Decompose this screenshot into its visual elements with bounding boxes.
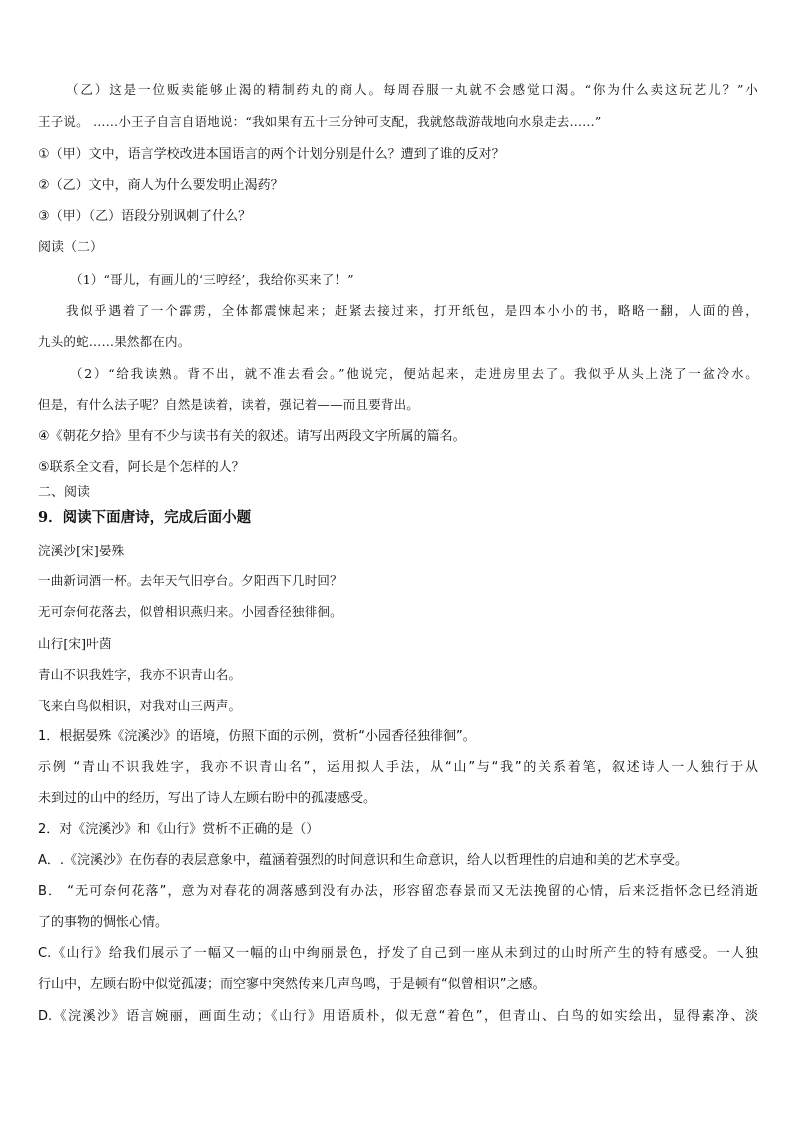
option-a: A．.《浣溪沙》在伤春的表层意象中，蕴涵着强烈的时间意识和生命意识，给人以哲理性的启迪和美的艺术享受。	[38, 853, 689, 868]
text-line-yi-2: 王子说。 ……小王子自言自语地说：“我如果有五十三分钟可支配，我就悠哉游哉地向水泉走去……”	[38, 114, 602, 129]
poem-2-line-1: 青山不识我姓字，我亦不识青山名。	[38, 667, 242, 682]
option-d-line-1: D.《浣溪沙》语言婉丽，画面生动；《山行》用语质朴，似无意“着色”，但青山、白鸟的如实绘出，显得素净、淡	[38, 1009, 758, 1024]
question-3: ③（甲）（乙）语段分别讽刺了什么？	[38, 209, 252, 224]
question-9-heading: 9．阅读下面唐诗，完成后面小题	[38, 509, 252, 526]
section-reading-2: 阅读（二）	[38, 240, 104, 255]
option-b-line-1: B． “无可奈何花落”，意为对春花的凋落感到没有办法，形容留恋春景而又无法挽留的心情，后来泛指怀念已经消逝	[38, 884, 758, 899]
section-heading-reading: 二、阅读	[38, 485, 91, 500]
question-2: ②（乙）文中，商人为什么要发明止渴药？	[38, 178, 284, 193]
passage-1-line-2: 我似乎遇着了一个霹雳，全体都震悚起来；赶紧去接过来，打开纸包，是四本小小的书，略略一翻，人面的兽，	[66, 303, 758, 318]
text-line-yi-1: （乙）这是一位贩卖能够止渴的精制药丸的商人。每周吞服一丸就不会感觉口渴。“你为什么卖这玩艺儿？”小	[66, 82, 758, 97]
passage-1-line-3: 九头的蛇……果然都在内。	[38, 334, 191, 349]
sub-question-2: 2．对《浣溪沙》和《山行》赏析不正确的是（）	[38, 822, 320, 837]
sub-question-1: 1．根据晏殊《浣溪沙》的语境，仿照下面的示例，赏析“小园香径独徘徊”。	[38, 729, 476, 744]
passage-2-line-1: （2）“给我读熟。背不出，就不准去看会。”他说完，便站起来，走进房里去了。我似乎从头上浇了一盆冷水。	[70, 366, 758, 381]
option-b-line-2: 了的事物的惆怅心情。	[38, 915, 169, 930]
passage-1-line-1: （1）“哥儿，有画儿的‘三哼经’，我给你买来了！”	[70, 272, 354, 287]
question-1: ①（甲）文中，语言学校改进本国语言的两个计划分别是什么？遭到了谁的反对？	[38, 147, 505, 162]
option-c-line-2: 行山中，左顾右盼中似觉孤凄；而空寥中突然传来几声鸟鸣，于是顿有“似曾相识”之感。	[38, 977, 546, 992]
poem-2-title: 山行[宋]叶茵	[38, 636, 112, 651]
question-4: ④《朝花夕拾》里有不少与读书有关的叙述。请写出两段文字所属的篇名。	[38, 429, 466, 444]
example-line-2: 未到过的山中的经历，写出了诗人左顾右盼中的孤凄感受。	[38, 791, 377, 806]
poem-2-line-2: 飞来白鸟似相识，对我对山三两声。	[38, 698, 242, 713]
example-line-1: 示例 “青山不识我姓字，我亦不识青山名”，运用拟人手法，从“山”与“我”的关系着笔，叙述诗人一人独行于从	[38, 760, 758, 775]
passage-2-line-2: 但是，有什么法子呢？自然是读着，读着，强记着——而且要背出。	[38, 397, 420, 412]
poem-1-line-1: 一曲新词酒一杯。去年天气旧亭台。夕阳西下几时回？	[38, 573, 343, 588]
option-c-line-1: C.《山行》给我们展示了一幅又一幅的山中绚丽景色，抒发了自己到一座从未到过的山时所产生的特有感受。一人独	[38, 946, 758, 961]
question-5: ⑤联系全文看，阿长是个怎样的人？	[38, 460, 245, 475]
poem-1-title: 浣溪沙[宋]晏殊	[38, 543, 125, 558]
poem-1-line-2: 无可奈何花落去，似曾相识燕归来。小园香径独徘徊。	[38, 604, 343, 619]
